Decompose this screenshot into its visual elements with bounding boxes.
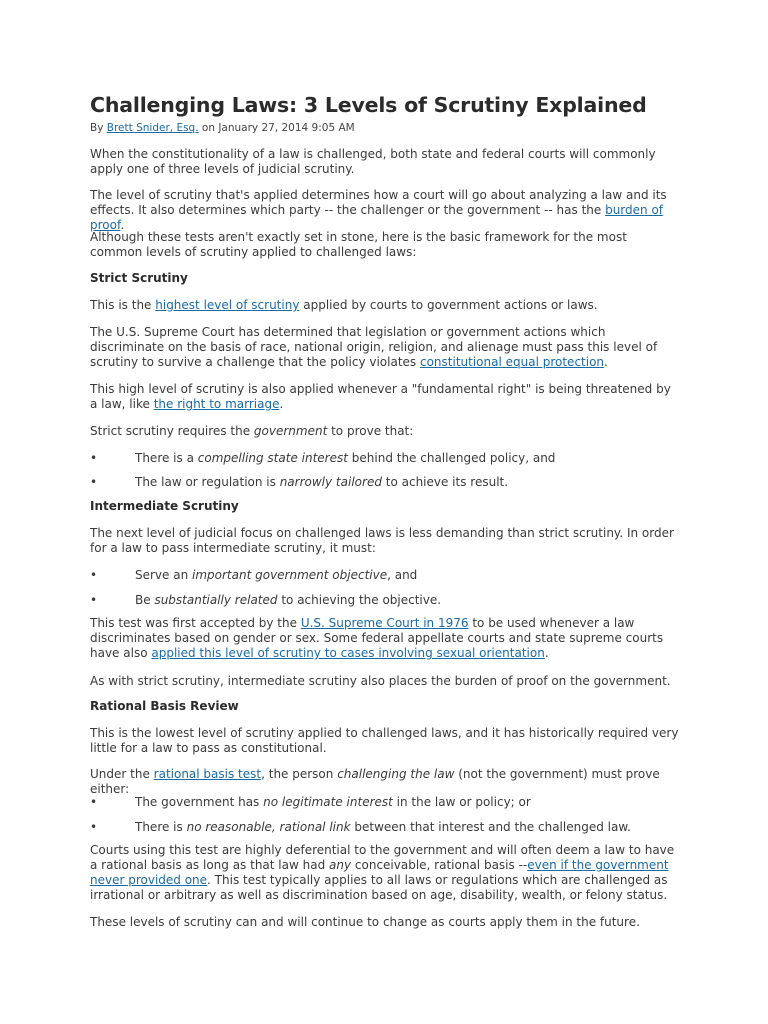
strict-scrutiny-heading: Strict Scrutiny <box>90 271 188 285</box>
strict-paragraph-4: Strict scrutiny requires the government to prove that: <box>90 424 414 438</box>
intro-paragraph-2: The level of scrutiny that's applied determines how a court will go about analyzing a law and its effects. It also determines which party -- the challenger or the government -- has the burden of proof. <box>90 188 667 232</box>
intermediate-paragraph-2: This test was first accepted by the U.S. Supreme Court in 1976 to be used whenever a law discriminates based on gender or sex. Some federal appellate courts and state supreme courts have also applied this level of scrutiny to cases involving sexual orientation. <box>90 616 664 660</box>
intermediate-criteria-list <box>90 568 680 583</box>
intermediate-paragraph-1: The next level of judicial focus on challenged laws is less demanding than strict scrutiny. In order for a law to pass intermediate scrutiny, it must: <box>90 526 674 555</box>
author-link[interactable]: Brett Snider, Esq. <box>106 122 199 134</box>
list-item: • The government has no legitimate interest in the law or policy; or <box>90 795 531 809</box>
strict-paragraph-2: The U.S. Supreme Court has determined that legislation or government actions which discriminate on the basis of race, national origin, religion, and alienage must pass this level of scrutiny to survive a challenge that the policy violates constitutional equal protection. <box>90 325 658 369</box>
intermediate-criteria-list-2 <box>90 593 680 608</box>
list-item: • There is no reasonable, rational link between that interest and the challenged law. <box>90 820 631 834</box>
rational-paragraph-2: Under the rational basis test, the person challenging the law (not the government) must prove either: <box>90 767 660 796</box>
supreme-court-1976-link[interactable]: U.S. Supreme Court in 1976 <box>300 616 469 630</box>
rational-criteria-list-2 <box>90 820 680 835</box>
equal-protection-link[interactable]: constitutional equal protection <box>419 355 605 369</box>
strict-paragraph-3: This high level of scrutiny is also applied whenever a "fundamental right" is being threatened by a law, like the right to marriage. <box>90 382 671 411</box>
strict-criteria-list <box>90 451 680 466</box>
right-to-marriage-link[interactable]: the right to marriage <box>153 397 280 411</box>
highest-level-link[interactable]: highest level of scrutiny <box>155 298 300 312</box>
list-item: • Serve an important government objective, and <box>90 568 418 582</box>
sexual-orientation-link[interactable]: applied this level of scrutiny to cases involving sexual orientation <box>151 646 545 660</box>
intro-paragraph-1: When the constitutionality of a law is challenged, both state and federal courts will commonly apply one of three levels of judicial scrutiny. <box>90 147 656 176</box>
rational-paragraph-4: These levels of scrutiny can and will continue to change as courts apply them in the future. <box>90 915 640 929</box>
burden-of-proof-link[interactable]: burden of proof <box>90 203 664 232</box>
strict-criteria-list-2 <box>90 475 680 490</box>
list-item: • There is a compelling state interest behind the challenged policy, and <box>90 451 556 465</box>
intermediate-scrutiny-heading: Intermediate Scrutiny <box>90 499 239 513</box>
rational-paragraph-1: This is the lowest level of scrutiny applied to challenged laws, and it has historically required very little for a law to pass as constitutional. <box>90 726 679 755</box>
rational-basis-test-link[interactable]: rational basis test <box>153 767 262 781</box>
byline: By Brett Snider, Esq. on January 27, 2014 9:05 AM <box>90 122 355 134</box>
never-provided-link[interactable]: even if the government never provided one <box>90 858 669 887</box>
rational-basis-heading: Rational Basis Review <box>90 699 239 713</box>
intermediate-paragraph-3: As with strict scrutiny, intermediate scrutiny also places the burden of proof on the government. <box>90 674 671 688</box>
intro-paragraph-3: Although these tests aren't exactly set in stone, here is the basic framework for the most common levels of scrutiny applied to challenged laws: <box>90 230 627 259</box>
rational-paragraph-3: Courts using this test are highly deferential to the government and will often deem a law to have a rational basis as long as that law had any conceivable, rational basis --even if the government never provided one. This test typically applies to all laws or regulations which are challenged as irrational or arbitrary as well as discrimination based on age, disability, wealth, or felony status. <box>90 843 675 902</box>
strict-paragraph-1: This is the highest level of scrutiny applied by courts to government actions or laws. <box>90 298 598 312</box>
rational-criteria-list <box>90 795 680 810</box>
article-title: Challenging Laws: 3 Levels of Scrutiny Explained <box>90 93 647 117</box>
list-item: • Be substantially related to achieving the objective. <box>90 593 442 607</box>
list-item: • The law or regulation is narrowly tailored to achieve its result. <box>90 475 509 489</box>
